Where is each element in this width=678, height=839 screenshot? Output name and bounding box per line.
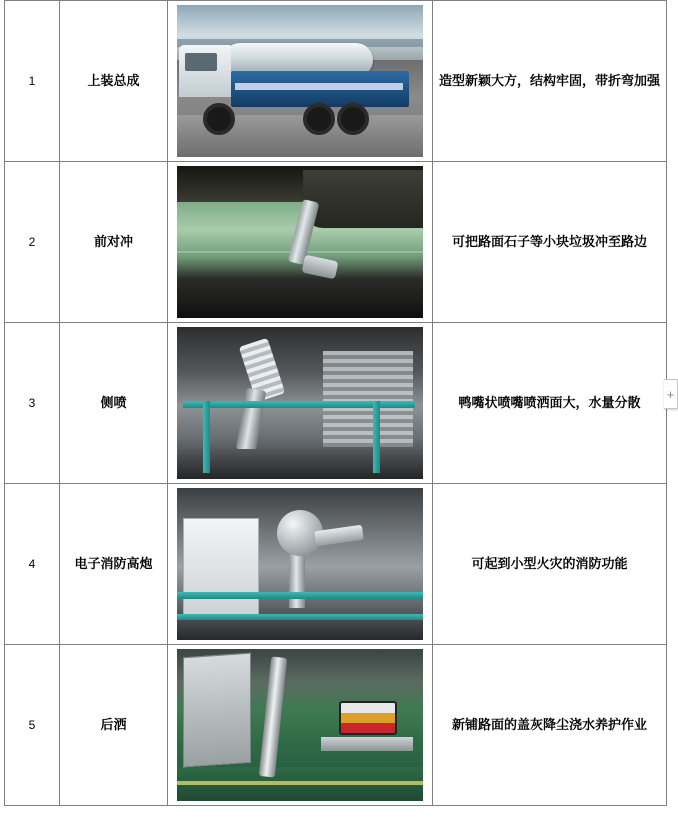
monitor-stand (289, 554, 305, 608)
spec-table-sheet (4, 0, 664, 806)
teal-railing-post-right (373, 401, 380, 473)
rear-spray-pipe (259, 656, 287, 777)
component-photo (168, 323, 433, 484)
table-row (5, 484, 667, 645)
component-description: 鸭嘴状喷嘴喷洒面大，水量分散 (433, 323, 667, 484)
component-name: 侧喷 (60, 323, 168, 484)
side-spray-pipe (236, 388, 266, 453)
rear-bumper (321, 737, 413, 751)
component-description: 造型新颖大方，结构牢固，带折弯加强 (433, 1, 667, 162)
component-description: 可起到小型火灾的消防功能 (433, 484, 667, 645)
table-row (5, 1, 667, 162)
cab-window (185, 53, 217, 71)
tank-underside (303, 170, 423, 228)
side-spray-photo-image (177, 327, 423, 479)
component-name: 前对冲 (60, 162, 168, 323)
row-index: 3 (5, 323, 60, 484)
tail-light (339, 701, 397, 735)
table-row (5, 323, 667, 484)
wheel-rear-1 (303, 103, 335, 135)
component-name: 电子消防高炮 (60, 484, 168, 645)
component-photo (168, 484, 433, 645)
component-name: 上装总成 (60, 1, 168, 162)
row-index: 1 (5, 1, 60, 162)
component-description: 新铺路面的盖灰降尘浇水养护作业 (433, 645, 667, 806)
teal-railing-upper (177, 592, 423, 599)
row-index: 5 (5, 645, 60, 806)
row-index: 4 (5, 484, 60, 645)
teal-railing-horizontal (183, 401, 415, 408)
component-photo (168, 162, 433, 323)
component-photo (168, 1, 433, 162)
wheel-rear-2 (337, 103, 369, 135)
row-index: 2 (5, 162, 60, 323)
wheel-front (203, 103, 235, 135)
teal-railing-lower (177, 614, 423, 620)
component-photo (168, 645, 433, 806)
zoom-in-button[interactable]: + (664, 379, 678, 409)
floor-surface (177, 449, 423, 479)
table-row (5, 645, 667, 806)
white-cabinet-panel (183, 518, 259, 616)
background-grill (323, 351, 413, 447)
spray-nozzle (302, 255, 339, 280)
teal-railing-post-left (203, 401, 210, 473)
table-row (5, 162, 667, 323)
fire-monitor-photo-image (177, 488, 423, 640)
component-spec-table (4, 0, 667, 806)
yellow-lane-marking (177, 781, 423, 785)
front-spray-photo-image (177, 166, 423, 318)
spray-pipe (288, 199, 320, 265)
open-door-panel (183, 653, 251, 768)
rear-spray-photo-image (177, 649, 423, 801)
body-stripe (235, 83, 403, 90)
truck-photo-image (177, 5, 423, 157)
component-name: 后洒 (60, 645, 168, 806)
component-description: 可把路面石子等小块垃圾冲至路边 (433, 162, 667, 323)
